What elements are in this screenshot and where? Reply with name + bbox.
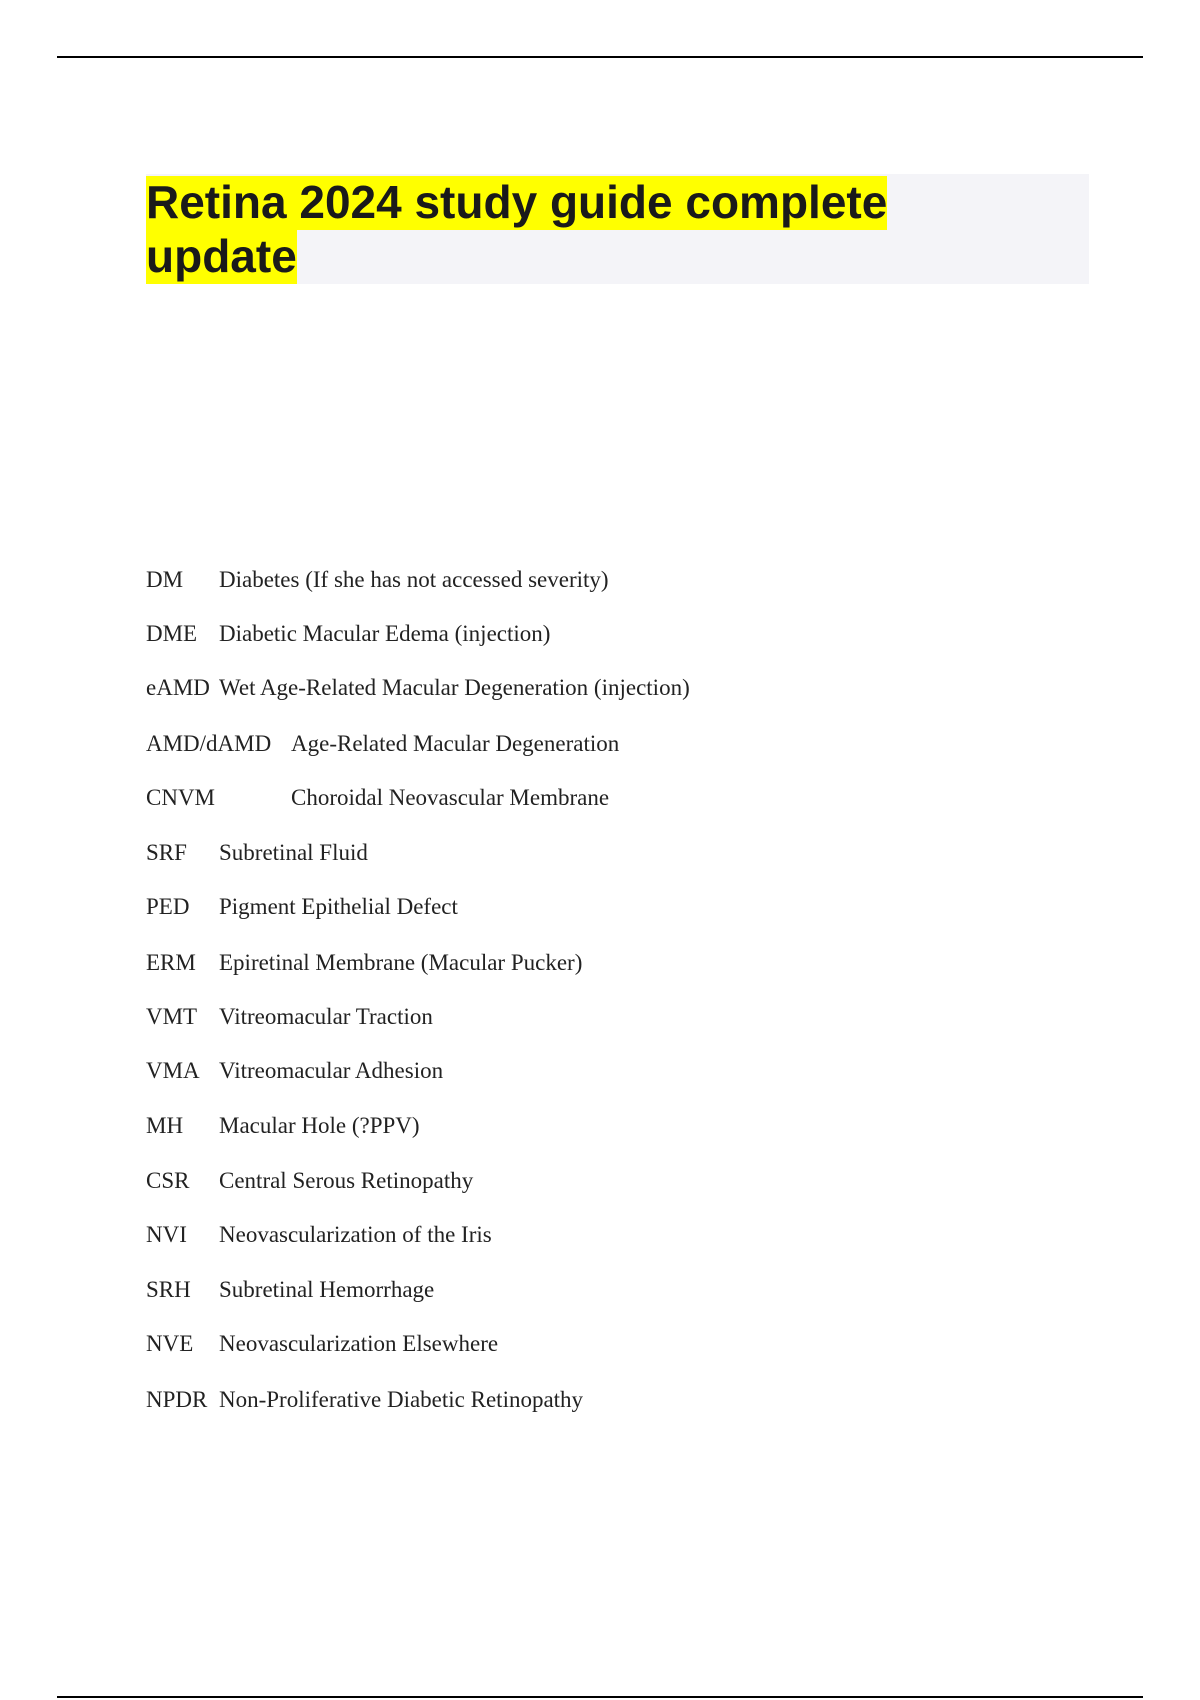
glossary-definition: Wet Age-Related Macular Degeneration (injection)	[219, 675, 690, 700]
glossary-definition: Age-Related Macular Degeneration	[291, 731, 620, 756]
glossary-definition: Choroidal Neovascular Membrane	[291, 785, 610, 810]
glossary-abbr: VMT	[146, 1004, 198, 1029]
glossary-definition: Diabetic Macular Edema (injection)	[219, 621, 551, 646]
title-line-2	[146, 228, 297, 284]
glossary-definition: Diabetes (If she has not accessed severity)	[219, 567, 609, 592]
glossary-abbr: DME	[146, 621, 198, 646]
glossary-abbr: NVE	[146, 1331, 194, 1356]
title-line-1	[146, 174, 887, 230]
glossary-abbr: ERM	[146, 950, 196, 975]
glossary-abbr: SRH	[146, 1277, 191, 1302]
title-text-2: update	[146, 230, 297, 282]
glossary-definition: Macular Hole (?PPV)	[219, 1113, 420, 1138]
title-text-1: Retina 2024 study guide complete	[146, 176, 888, 228]
glossary-abbr: AMD/dAMD	[146, 731, 272, 756]
glossary-definition: Non-Proliferative Diabetic Retinopathy	[219, 1387, 584, 1412]
glossary-abbr: CSR	[146, 1168, 190, 1193]
glossary-abbr: eAMD	[146, 675, 210, 700]
bottom-rule	[57, 1696, 1143, 1698]
glossary-abbr: NPDR	[146, 1387, 208, 1412]
glossary-definition: Vitreomacular Traction	[219, 1004, 433, 1029]
glossary-abbr: SRF	[146, 840, 187, 865]
glossary-definition: Central Serous Retinopathy	[219, 1168, 474, 1193]
glossary-definition: Epiretinal Membrane (Macular Pucker)	[219, 950, 583, 975]
glossary-definition: Pigment Epithelial Defect	[219, 894, 458, 919]
glossary-abbr: PED	[146, 894, 190, 919]
glossary-abbr: VMA	[146, 1058, 200, 1083]
glossary-definition: Vitreomacular Adhesion	[219, 1058, 444, 1083]
glossary-abbr: CNVM	[146, 785, 216, 810]
top-rule	[57, 56, 1143, 58]
glossary-abbr: NVI	[146, 1222, 187, 1247]
glossary-definition: Neovascularization of the Iris	[219, 1222, 492, 1247]
glossary-definition: Subretinal Fluid	[219, 840, 368, 865]
glossary-definition: Subretinal Hemorrhage	[219, 1277, 435, 1302]
glossary-definition: Neovascularization Elsewhere	[219, 1331, 499, 1356]
title-block	[146, 174, 1089, 284]
glossary-abbr: MH	[146, 1113, 184, 1138]
glossary-abbr: DM	[146, 567, 184, 592]
